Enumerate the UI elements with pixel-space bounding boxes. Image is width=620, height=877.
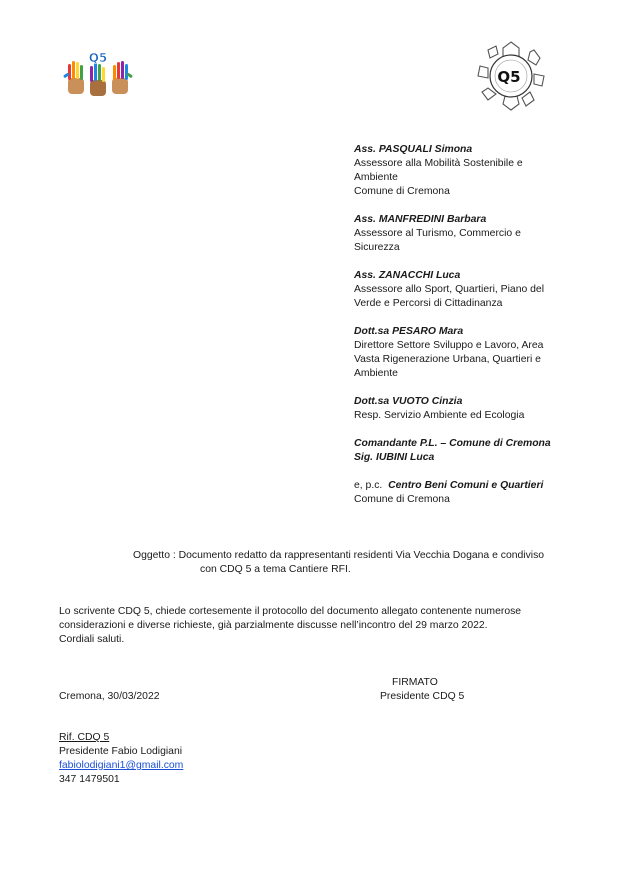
recipients-block xyxy=(354,143,564,521)
recipient-role-line: Ambiente xyxy=(354,368,398,379)
cc-prefix: e, p.c. xyxy=(354,480,383,491)
cdq5-hands-logo xyxy=(62,50,134,100)
reference-label: Rif. CDQ 5 xyxy=(59,732,110,743)
recipient-role-line: Direttore Settore Sviluppo e Lavoro, Area xyxy=(354,340,544,351)
recipient-role-line: Assessore allo Sport, Quartieri, Piano del xyxy=(354,284,545,295)
recipient-zanacchi xyxy=(354,269,564,311)
recipient-org-line: Comune di Cremona xyxy=(354,494,450,505)
subject-block xyxy=(133,549,573,577)
closing-line: Cordiali saluti. xyxy=(59,634,125,645)
contact-block xyxy=(59,731,183,787)
body-line: considerazioni e diverse richieste, già parzialmente discusse nell’incontro del 29 marzo 2022. xyxy=(59,620,488,631)
recipient-manfredini xyxy=(354,213,564,255)
recipient-role-line: Sicurezza xyxy=(354,242,400,253)
recipient-role-line: Assessore alla Mobilità Sostenibile e xyxy=(354,158,523,169)
place-date: Cremona, 30/03/2022 xyxy=(59,691,160,702)
recipient-role-line: Vasta Rigenerazione Urbana, Quartieri e xyxy=(354,354,541,365)
cdq5-seal-logo xyxy=(472,38,550,114)
recipient-name: Dott.sa VUOTO Cinzia xyxy=(354,396,463,407)
logo-right-text: Q5 xyxy=(497,68,521,86)
logo-left-text: Q5 xyxy=(88,51,108,65)
recipient-role-line: Ambiente xyxy=(354,172,398,183)
recipient-pesaro xyxy=(354,325,564,381)
recipient-org-line: Comune di Cremona xyxy=(354,186,450,197)
recipient-name: Dott.sa PESARO Mara xyxy=(354,326,464,337)
recipient-role-line: Verde e Percorsi di Cittadinanza xyxy=(354,298,503,309)
subject-line: con CDQ 5 a tema Cantiere RFI. xyxy=(200,564,351,575)
recipient-name: Ass. MANFREDINI Barbara xyxy=(354,214,487,225)
signed-label: FIRMATO xyxy=(392,677,438,688)
recipient-cc-centro xyxy=(354,479,564,507)
recipient-comandante xyxy=(354,437,564,465)
body-line: Lo scrivente CDQ 5, chiede cortesemente il protocollo del documento allegato contenente numerose xyxy=(59,606,522,617)
recipient-vuoto xyxy=(354,395,564,423)
recipient-name: Ass. PASQUALI Simona xyxy=(354,144,473,155)
recipient-name: Sig. IUBINI Luca xyxy=(354,452,435,463)
recipient-name: Comandante P.L. – Comune di Cremona xyxy=(354,438,551,449)
body-paragraph xyxy=(59,605,559,647)
contact-email-link[interactable]: fabiolodigiani1@gmail.com xyxy=(59,760,184,771)
recipient-role-line: Assessore al Turismo, Commercio e xyxy=(354,228,521,239)
signer-role: Presidente CDQ 5 xyxy=(380,691,465,702)
recipient-role-line: Resp. Servizio Ambiente ed Ecologia xyxy=(354,410,525,421)
recipient-name: Centro Beni Comuni e Quartieri xyxy=(388,480,544,491)
contact-phone: 347 1479501 xyxy=(59,774,120,785)
signature-block xyxy=(380,676,540,704)
contact-name: Presidente Fabio Lodigiani xyxy=(59,746,183,757)
hand-icon xyxy=(90,63,106,96)
hand-icon xyxy=(63,61,84,94)
recipient-name: Ass. ZANACCHI Luca xyxy=(354,270,461,281)
hand-icon xyxy=(112,61,133,94)
subject-line: Oggetto : Documento redatto da rappresentanti residenti Via Vecchia Dogana e condiviso xyxy=(133,550,545,561)
cc-row xyxy=(354,479,564,493)
recipient-pasquali xyxy=(354,143,564,199)
